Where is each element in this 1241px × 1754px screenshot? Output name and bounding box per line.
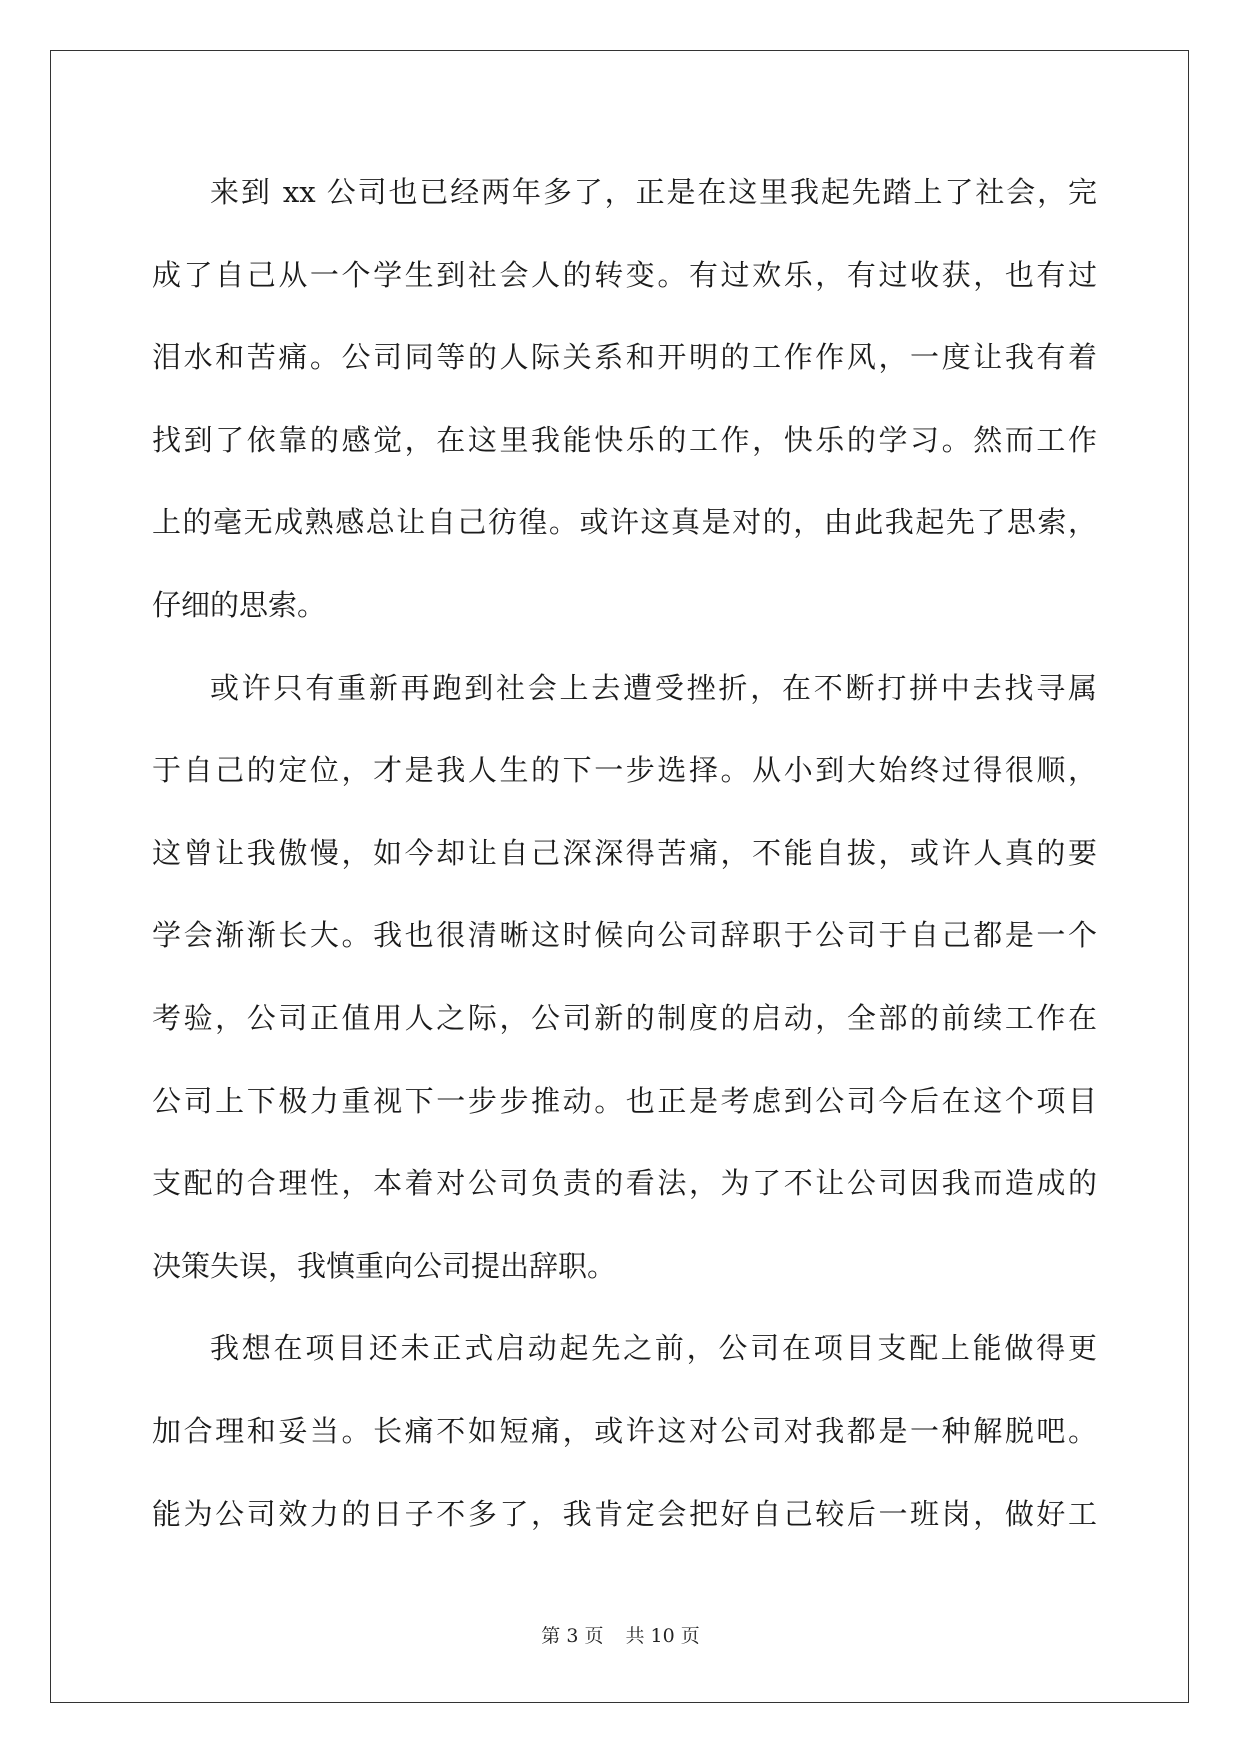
paragraph-2-line-3: 这曾让我傲慢，如今却让自己深深得苦痛，不能自拔，或许人真的要 <box>152 835 1097 870</box>
paragraph-3-line-3: 能为公司效力的日子不多了，我肯定会把好自己较后一班岗，做好工 <box>152 1496 1097 1531</box>
paragraph-1-line-1: 来到 xx 公司也已经两年多了，正是在这里我起先踏上了社会，完 <box>210 175 1097 209</box>
paragraph-1-line-3: 泪水和苦痛。公司同等的人际关系和开明的工作作风，一度让我有着 <box>152 340 1097 375</box>
paragraph-3-line-2: 加合理和妥当。长痛不如短痛，或许这对公司对我都是一种解脱吧。 <box>152 1413 1097 1448</box>
paragraph-1-line-5: 上的毫无成熟感总让自己彷徨。或许这真是对的，由此我起先了思索， <box>152 505 1097 540</box>
paragraph-2-line-2: 于自己的定位，才是我人生的下一步选择。从小到大始终过得很顺， <box>152 753 1097 788</box>
document-body <box>152 162 1097 1566</box>
paragraph-2-line-5: 考验，公司正值用人之际，公司新的制度的启动，全部的前续工作在 <box>152 1000 1097 1035</box>
paragraph-2-line-4: 学会渐渐长大。我也很清晰这时候向公司辞职于公司于自己都是一个 <box>152 918 1097 953</box>
paragraph-1-line-2: 成了自己从一个学生到社会人的转变。有过欢乐，有过收获，也有过 <box>152 257 1097 292</box>
paragraph-1-line-4: 找到了依靠的感觉，在这里我能快乐的工作，快乐的学习。然而工作 <box>152 422 1097 457</box>
page-number: 第 3 页 <box>541 1625 604 1647</box>
page-footer <box>0 1624 1241 1648</box>
paragraph-1-line-6: 仔细的思索。 <box>152 587 327 622</box>
page-total: 共 10 页 <box>625 1625 700 1647</box>
paragraph-3-line-1: 我想在项目还未正式启动起先之前，公司在项目支配上能做得更 <box>210 1331 1097 1366</box>
paragraph-2-line-1: 或许只有重新再跑到社会上去遭受挫折，在不断打拼中去找寻属 <box>210 670 1097 705</box>
paragraph-2-line-7: 支配的合理性，本着对公司负责的看法，为了不让公司因我而造成的 <box>152 1166 1097 1201</box>
paragraph-2-line-8: 决策失误，我慎重向公司提出辞职。 <box>152 1248 617 1283</box>
paragraph-2-line-6: 公司上下极力重视下一步步推动。也正是考虑到公司今后在这个项目 <box>152 1083 1097 1118</box>
